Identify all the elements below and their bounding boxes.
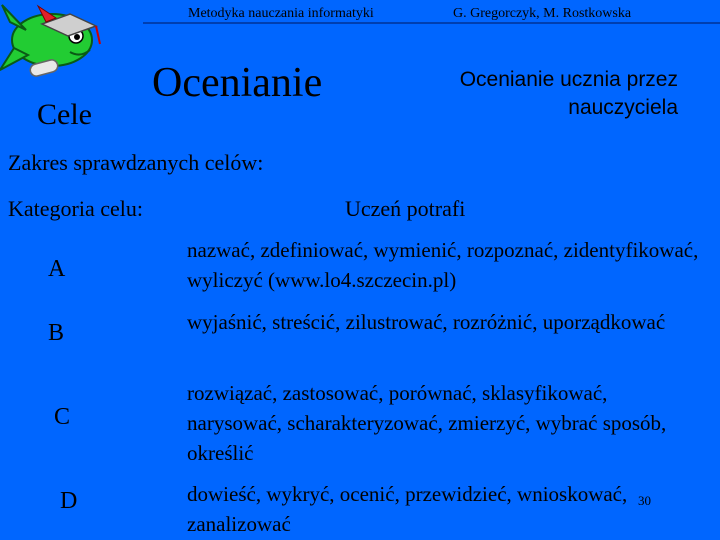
authors: G. Gregorczyk, M. Rostkowska [453, 6, 632, 21]
slide-subtitle: Ocenianie ucznia przez nauczyciela [459, 68, 678, 119]
category-label: C [54, 404, 71, 430]
category-label: A [48, 256, 66, 282]
column-header-category: Kategoria celu: [8, 196, 143, 221]
category-label: B [48, 320, 65, 346]
intro-text: Zakres sprawdzanych celów: [8, 150, 264, 175]
category-label: D [60, 488, 78, 514]
side-heading: Cele [37, 98, 92, 131]
category-description: wyjaśnić, streścić, zilustrować, rozróżnić, uporządkować [187, 310, 666, 334]
course-title: Metodyka nauczania informatyki [188, 6, 374, 21]
slide-heading: Ocenianie [152, 60, 323, 106]
column-header-student: Uczeń potrafi [345, 196, 466, 221]
fish-mascot-logo [0, 0, 110, 100]
category-description: nazwać, zdefiniować, wymienić, rozpoznać, zidentyfikować, wyliczyć (www.lo4.szczecin.pl) [187, 238, 699, 292]
header-divider [143, 22, 720, 24]
page-number: 30 [638, 493, 651, 508]
category-description: rozwiązać, zastosować, porównać, sklasyfikować, narysować, scharakteryzować, zmierzyć, wybrać sposób, określić [187, 381, 667, 465]
category-description: dowieść, wykryć, ocenić, przewidzieć, wnioskować, zanalizować [187, 482, 628, 536]
